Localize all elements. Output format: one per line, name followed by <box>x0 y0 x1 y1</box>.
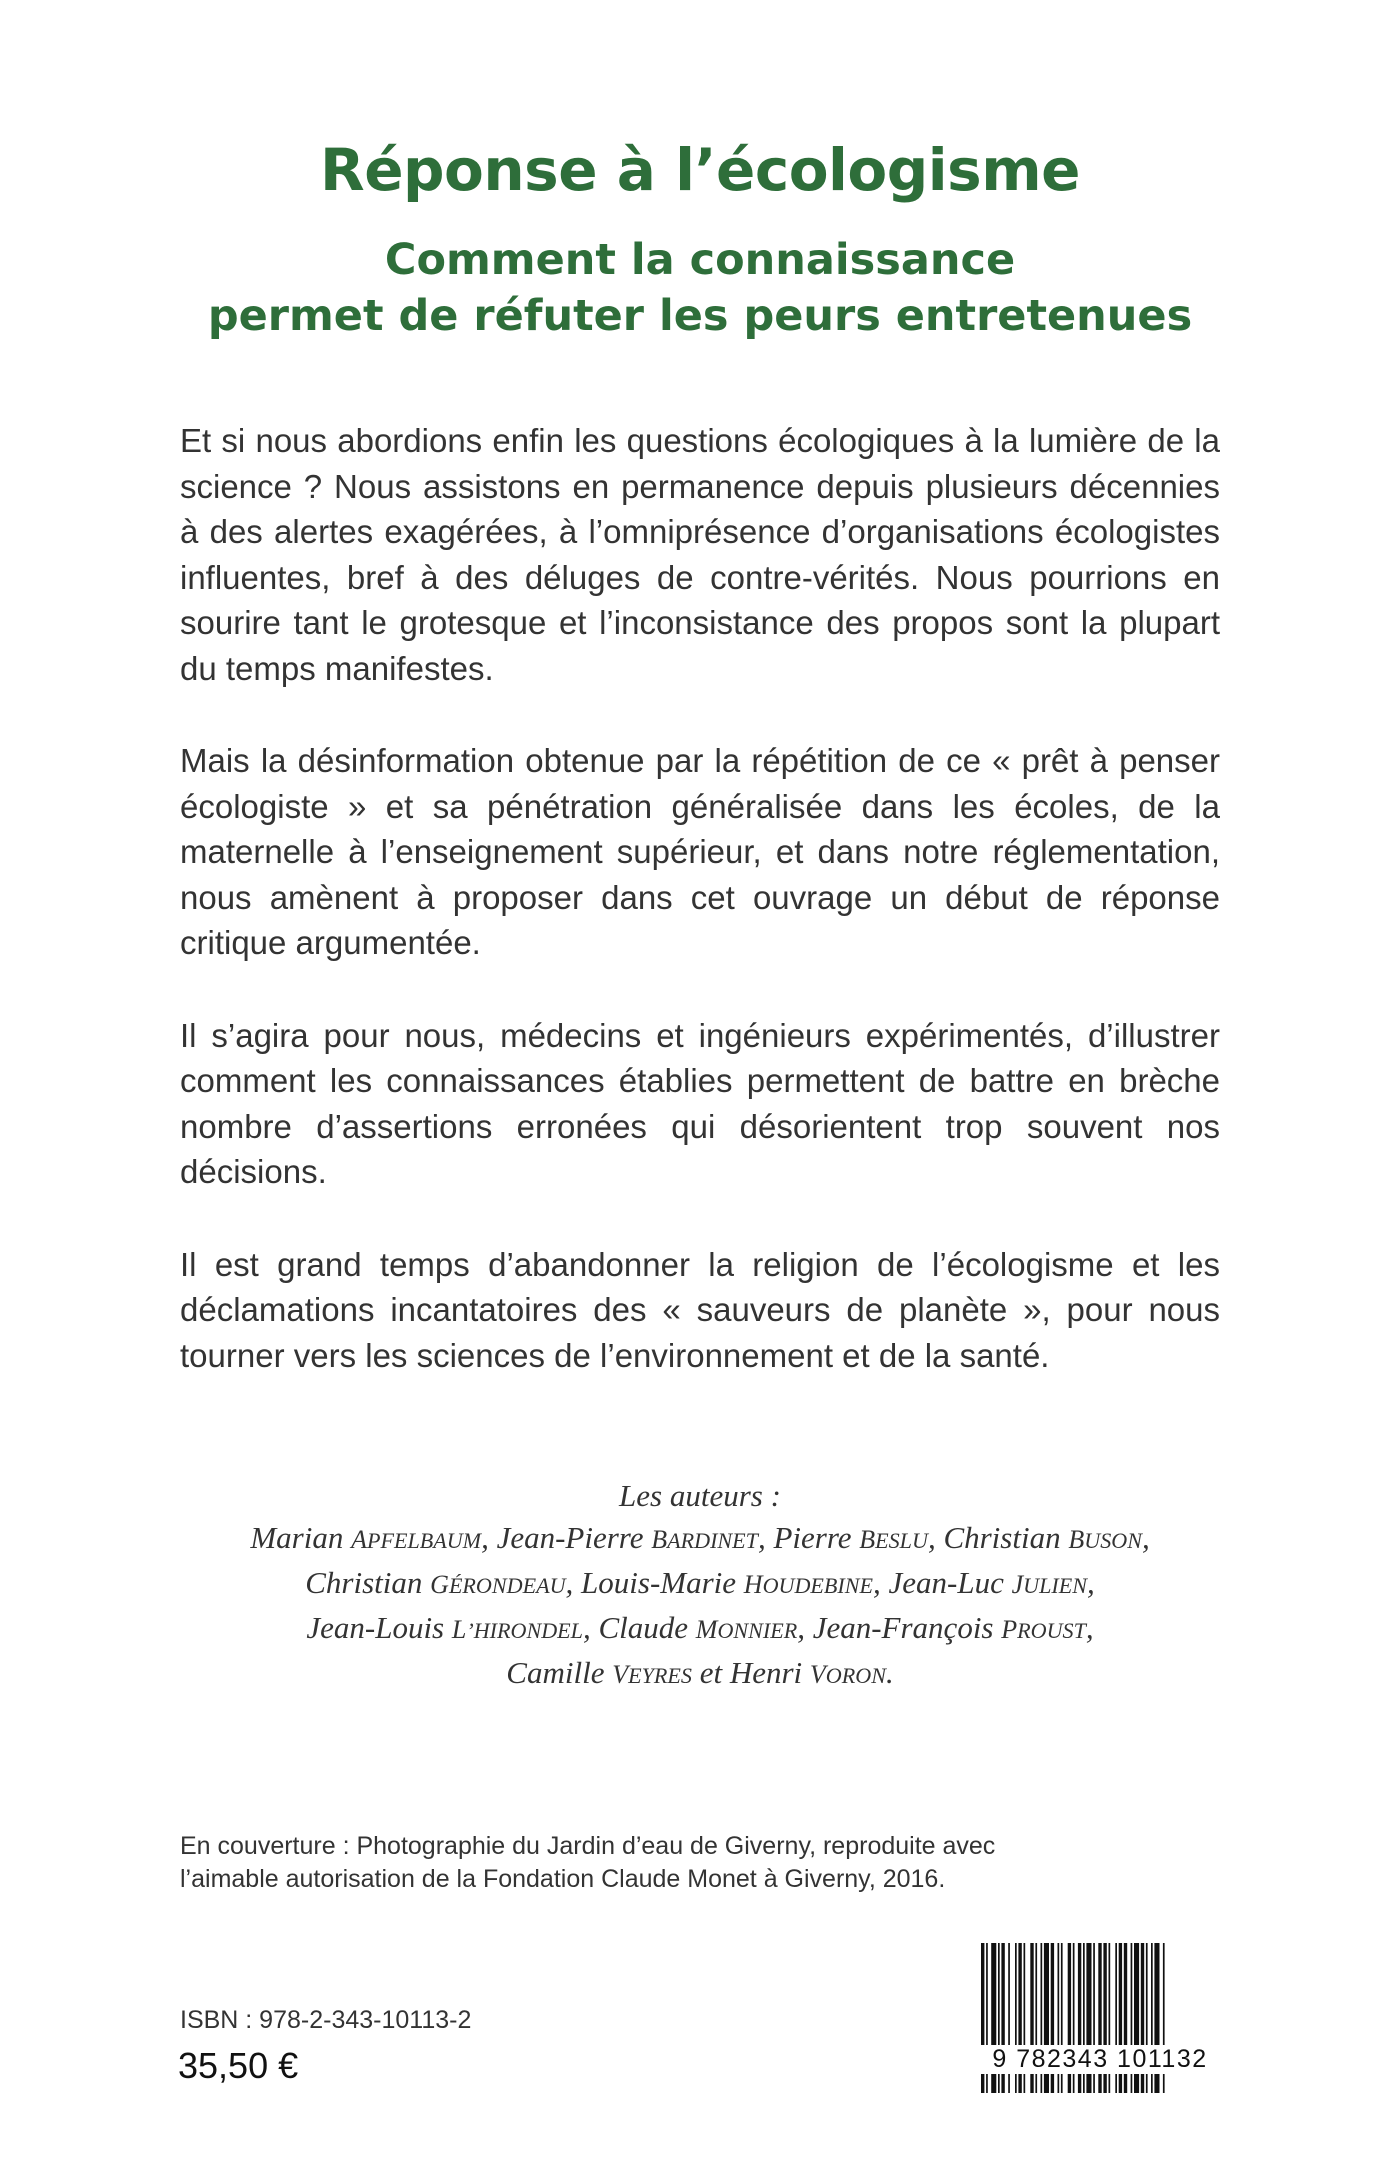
credit-line-1: En couverture : Photographie du Jardin d’eau de Giverny, reproduite avec <box>180 1832 996 1860</box>
author-name: Louis-Marie HOUDEBINE, <box>581 1565 881 1600</box>
authors-line-4 <box>180 1652 1220 1697</box>
authors-line-1 <box>180 1517 1220 1562</box>
cover-photo-credit <box>180 1830 1080 1896</box>
authors-line-3 <box>180 1607 1220 1652</box>
authors-block <box>180 1475 1220 1697</box>
author-name: Jean-Louis L’HIRONDEL, <box>306 1610 591 1645</box>
price-label: 35,50 € <box>178 2045 299 2086</box>
blurb-paragraph-4: Il est grand temps d’abandonner la religion de l’écologisme et les déclamations incantatoires des « sauveurs de planète », pour nous tourner vers les sciences de l’environnement et de la santé. <box>180 1245 1220 1374</box>
author-name: Jean-Pierre BARDINET, <box>496 1520 766 1555</box>
authors-line-2 <box>180 1562 1220 1607</box>
author-name: Pierre BESLU, <box>773 1520 936 1555</box>
authors-heading: Les auteurs : <box>619 1478 781 1513</box>
author-name: Jean-Luc JULIEN, <box>888 1565 1095 1600</box>
isbn-number: ISBN : 978-2-343-10113-2 <box>180 2006 472 2034</box>
author-name: Jean-François PROUST, <box>812 1610 1094 1645</box>
book-title: Réponse à l’écologisme <box>320 136 1080 204</box>
author-name: Christian BUSON, <box>943 1520 1150 1555</box>
subtitle-line-1: Comment la connaissance <box>384 235 1016 285</box>
subtitle-line-2: permet de réfuter les peurs entretenues <box>207 291 1193 341</box>
author-name: Henri VORON. <box>729 1655 894 1690</box>
credit-line-2: l’aimable autorisation de la Fondation Claude Monet à Giverny, 2016. <box>180 1865 946 1893</box>
blurb-paragraph-2: Mais la désinformation obtenue par la répétition de ce « prêt à penser écologiste » et sa pénétration généralisée dans les écoles, de la maternelle à l’enseignement supérieur, et dans notre réglementation, nous amènent à proposer dans cet ouvrage un début de réponse critique argumentée. <box>180 742 1220 961</box>
blurb-paragraph-3: Il s’agira pour nous, médecins et ingénieurs expérimentés, d’illustrer comment les connaissances établies permettent de battre en brèche nombre d’assertions erronées qui désorientent trop souvent nos décisions. <box>180 1016 1220 1190</box>
book-subtitle <box>0 232 1400 344</box>
author-name: Marian APFELBAUM, <box>250 1520 489 1555</box>
author-name: Christian GÉRONDEAU, <box>305 1565 574 1600</box>
back-cover-blurb <box>180 418 1220 1425</box>
barcode-number: 9 782343 101132 <box>975 2045 1225 2074</box>
blurb-paragraph-1: Et si nous abordions enfin les questions écologiques à la lumière de la science ? Nous assistons en permanence depuis plusieurs décennies à des alertes exagérées, à l’omniprésence d’organisations écologistes influentes, bref à des déluges de contre-vérités. Nous pourrions en sourire tant le grotesque et l’inconsistance des propos sont la plupart du temps manifestes. <box>180 422 1220 687</box>
author-name: Claude MONNIER, <box>598 1610 805 1645</box>
author-name: Camille VEYRES et <box>506 1655 723 1690</box>
